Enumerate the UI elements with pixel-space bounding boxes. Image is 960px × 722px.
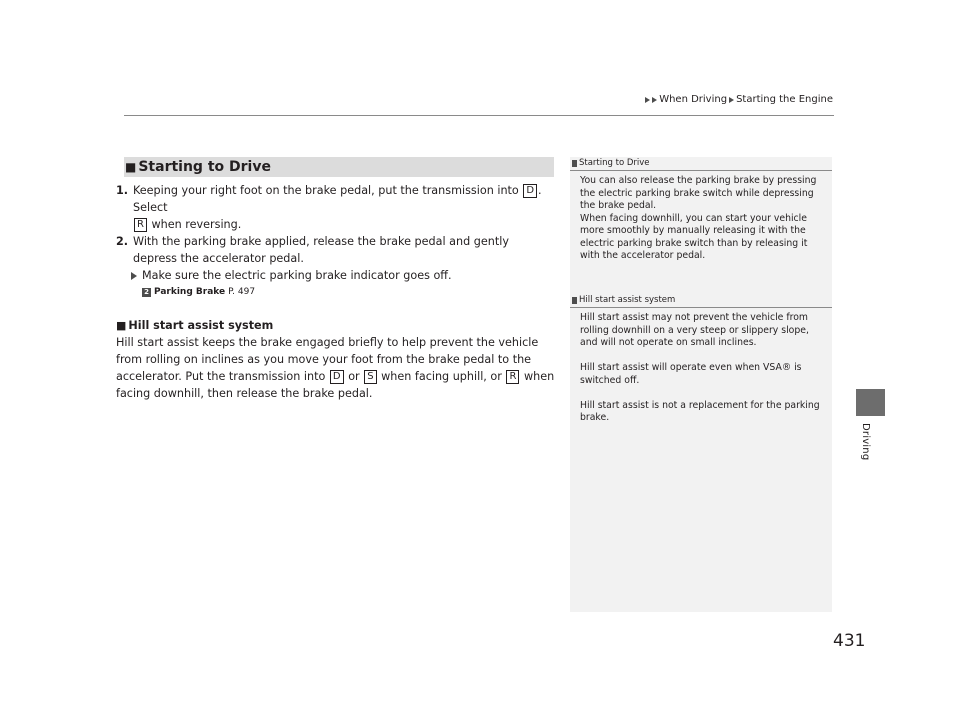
note-title-text: Hill start assist system bbox=[579, 295, 676, 305]
gear-d-key: D bbox=[523, 184, 537, 198]
breadcrumb-level1[interactable]: When Driving bbox=[659, 94, 728, 105]
paragraph-text: Hill start assist keeps the brake engaged briefly to help prevent the vehicle from rolling on inclines as you move your foot from the brake pedal to the accelerator. Put the transmission into bbox=[116, 336, 539, 383]
step-note bbox=[116, 267, 556, 284]
gear-d-key: D bbox=[330, 370, 344, 384]
step-note-text: Make sure the electric parking brake indicator goes off. bbox=[142, 269, 452, 282]
subsection-square-icon: ■ bbox=[116, 319, 127, 332]
step-text: With the parking brake applied, release the brake pedal and gently depress the accelerator pedal. bbox=[133, 235, 509, 265]
note-starting-to-drive bbox=[570, 157, 832, 263]
note-title bbox=[570, 157, 832, 169]
breadcrumb-arrow-icon bbox=[729, 97, 734, 103]
hill-assist-paragraph bbox=[116, 334, 556, 402]
note-paragraph: Hill start assist may not prevent the vehicle from rolling downhill on a very steep or slippery slope, and will not operate on small inclines. bbox=[580, 312, 809, 348]
breadcrumb-arrow-icon bbox=[645, 97, 650, 103]
note-hill-start-assist bbox=[570, 294, 832, 425]
gear-r-key: R bbox=[506, 370, 519, 384]
step-number: 1. bbox=[116, 184, 129, 197]
paragraph-text: or bbox=[348, 370, 360, 383]
page-number: 431 bbox=[833, 631, 866, 651]
note-paragraph: You can also release the parking brake by pressing the electric parking brake switch while depressing the brake pedal. When facing downhill, you can start your vehicle more smoothly by manually releasing it with the electric parking brake switch than by releasing it with the accelerator pedal. bbox=[580, 175, 817, 261]
header-divider bbox=[124, 115, 834, 116]
breadcrumb-arrow-icon bbox=[652, 97, 657, 103]
note-title-text: Starting to Drive bbox=[579, 158, 650, 168]
breadcrumb-level2[interactable]: Starting the Engine bbox=[736, 94, 833, 105]
note-flag-icon bbox=[572, 160, 577, 167]
step-2 bbox=[116, 233, 556, 267]
reference-icon: 2 bbox=[142, 288, 151, 297]
note-arrow-icon bbox=[131, 272, 137, 280]
step-text: Keeping your right foot on the brake pedal, put the transmission into bbox=[133, 184, 519, 197]
step-1 bbox=[116, 182, 556, 233]
chapter-tab-label: Driving bbox=[860, 423, 871, 461]
note-body bbox=[570, 308, 832, 425]
chapter-tab[interactable] bbox=[856, 389, 885, 416]
note-paragraph: Hill start assist will operate even when VSA® is switched off. bbox=[580, 362, 802, 386]
note-paragraph: Hill start assist is not a replacement for the parking brake. bbox=[580, 399, 820, 423]
paragraph-text: when facing uphill, or bbox=[381, 370, 502, 383]
section-square-icon: ■ bbox=[125, 160, 137, 174]
section-header bbox=[124, 157, 554, 177]
section-title: Starting to Drive bbox=[138, 159, 271, 175]
step-text: . Select bbox=[133, 184, 542, 214]
note-title bbox=[570, 294, 832, 306]
step-text: when reversing. bbox=[151, 218, 242, 231]
subsection-title bbox=[116, 317, 556, 334]
gear-r-key: R bbox=[134, 218, 147, 232]
xref-page: P. 497 bbox=[228, 287, 256, 297]
subsection-title-text: Hill start assist system bbox=[128, 319, 274, 332]
cross-reference-link[interactable] bbox=[116, 285, 556, 299]
gear-s-key: S bbox=[364, 370, 376, 384]
main-content bbox=[116, 182, 556, 402]
step-number: 2. bbox=[116, 235, 129, 248]
breadcrumb bbox=[645, 94, 833, 105]
paragraph-text: when facing downhill, then release the brake pedal. bbox=[116, 370, 555, 400]
note-body bbox=[570, 171, 832, 263]
note-flag-icon bbox=[572, 297, 577, 304]
xref-title: Parking Brake bbox=[154, 287, 226, 297]
